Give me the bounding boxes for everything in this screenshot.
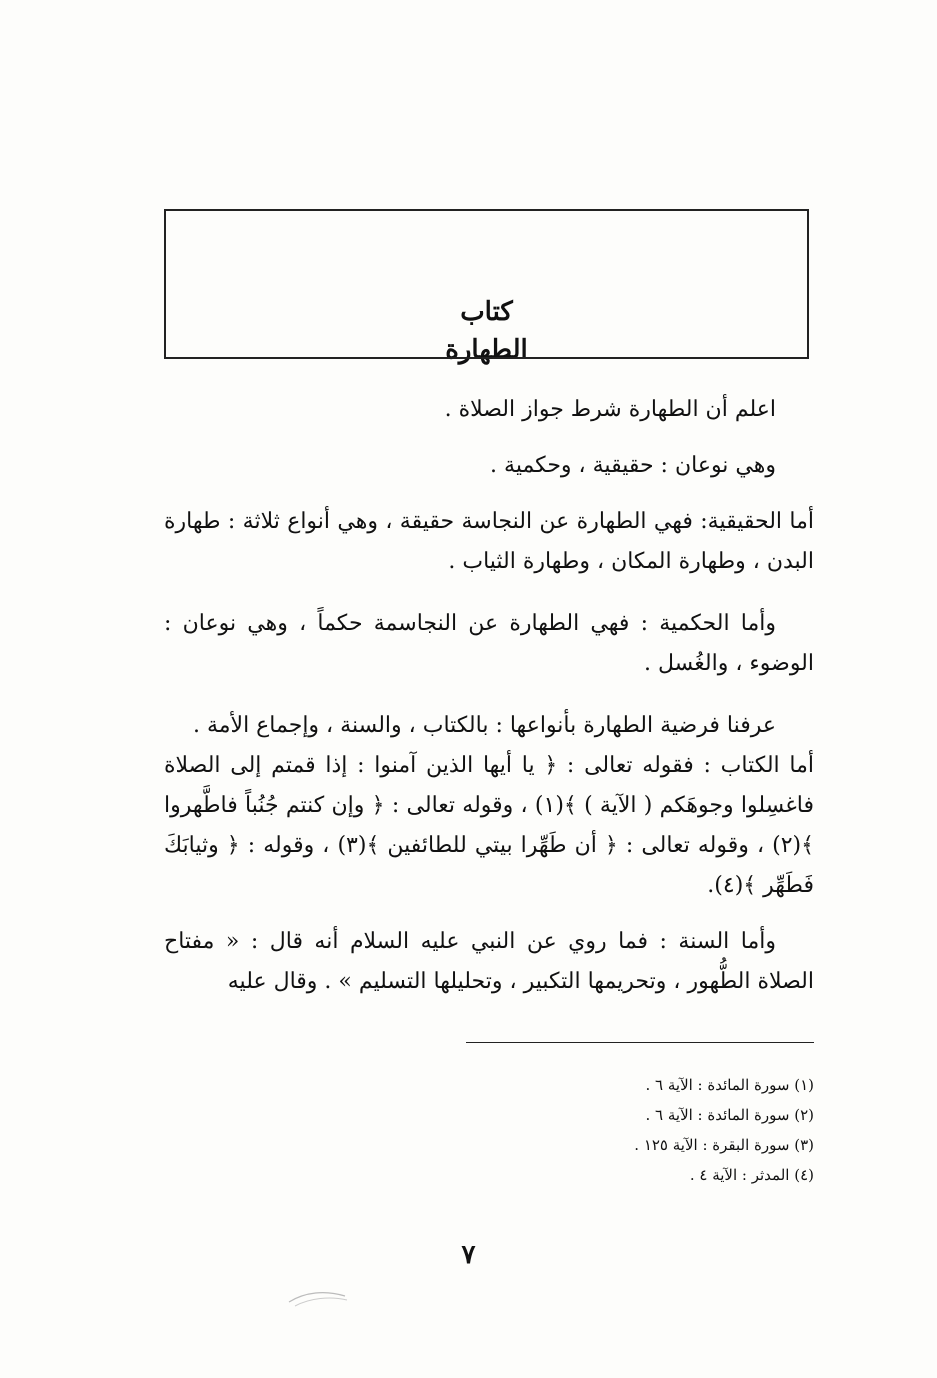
- footnote-3: (٣) سورة البقرة : الآية ١٢٥ .: [634, 1136, 814, 1154]
- paragraph-1: اعلم أن الطهارة شرط جواز الصلاة .: [444, 397, 776, 422]
- footnote-4: (٤) المدثر : الآية ٤ .: [689, 1166, 814, 1184]
- chapter-title-box: [164, 209, 809, 365]
- paragraph-2: وهي نوعان : حقيقية ، وحكمية .: [490, 453, 776, 478]
- paragraph-3: أما الحقيقية: فهي الطهارة عن النجاسة حقيقة ، وهي أنواع ثلاثة : طهارة البدن ، وطهارة المكان ، وطهارة الثياب .: [164, 509, 814, 574]
- paragraph-7: وأما السنة : فما روي عن النبي عليه السلام أنه قال : « مفتاح الصلاة الطُّهور ، وتحريمها التكبير ، وتحليلها التسليم » . وقال عليه: [164, 929, 814, 994]
- paragraph-5: عرفنا فرضية الطهارة بأنواعها : بالكتاب ، والسنة ، وإجماع الأمة .: [192, 713, 776, 738]
- paragraph-4: وأما الحكمية : فهي الطهارة عن النجاسمة حكماً ، وهي نوعان : الوضوء ، والغُسل .: [164, 611, 814, 676]
- footnote-1: (١) سورة المائدة : الآية ٦ .: [645, 1076, 814, 1094]
- chapter-title-name: الطهارة: [435, 335, 538, 365]
- footnote-2: (٢) سورة المائدة : الآية ٦ .: [645, 1106, 814, 1124]
- page-number: ٧: [461, 1240, 476, 1270]
- paragraph-6: أما الكتاب : فقوله تعالى : ﴿ يا أيها الذين آمنوا : إذا قمتم إلى الصلاة فاغسِلوا وجوهَكم ( الآية ) ﴾(١) ، وقوله تعالى : ﴿ وإن كنتم جُنُباً فاطَّهروا ﴾(٢) ، وقوله تعالى : ﴿ أن طَهِّرا بيتي للطائفين ﴾(٣) ، وقوله : ﴿ وثيابَكَ فَطَهِّر ﴾(٤).: [164, 753, 814, 898]
- footnote-separator: [466, 1042, 814, 1043]
- title-underline: [164, 357, 809, 359]
- pencil-smudge-mark: [285, 1282, 355, 1312]
- footnotes: [634, 1070, 814, 1190]
- chapter-title-book: كتاب: [460, 297, 513, 327]
- main-text: [164, 390, 814, 1002]
